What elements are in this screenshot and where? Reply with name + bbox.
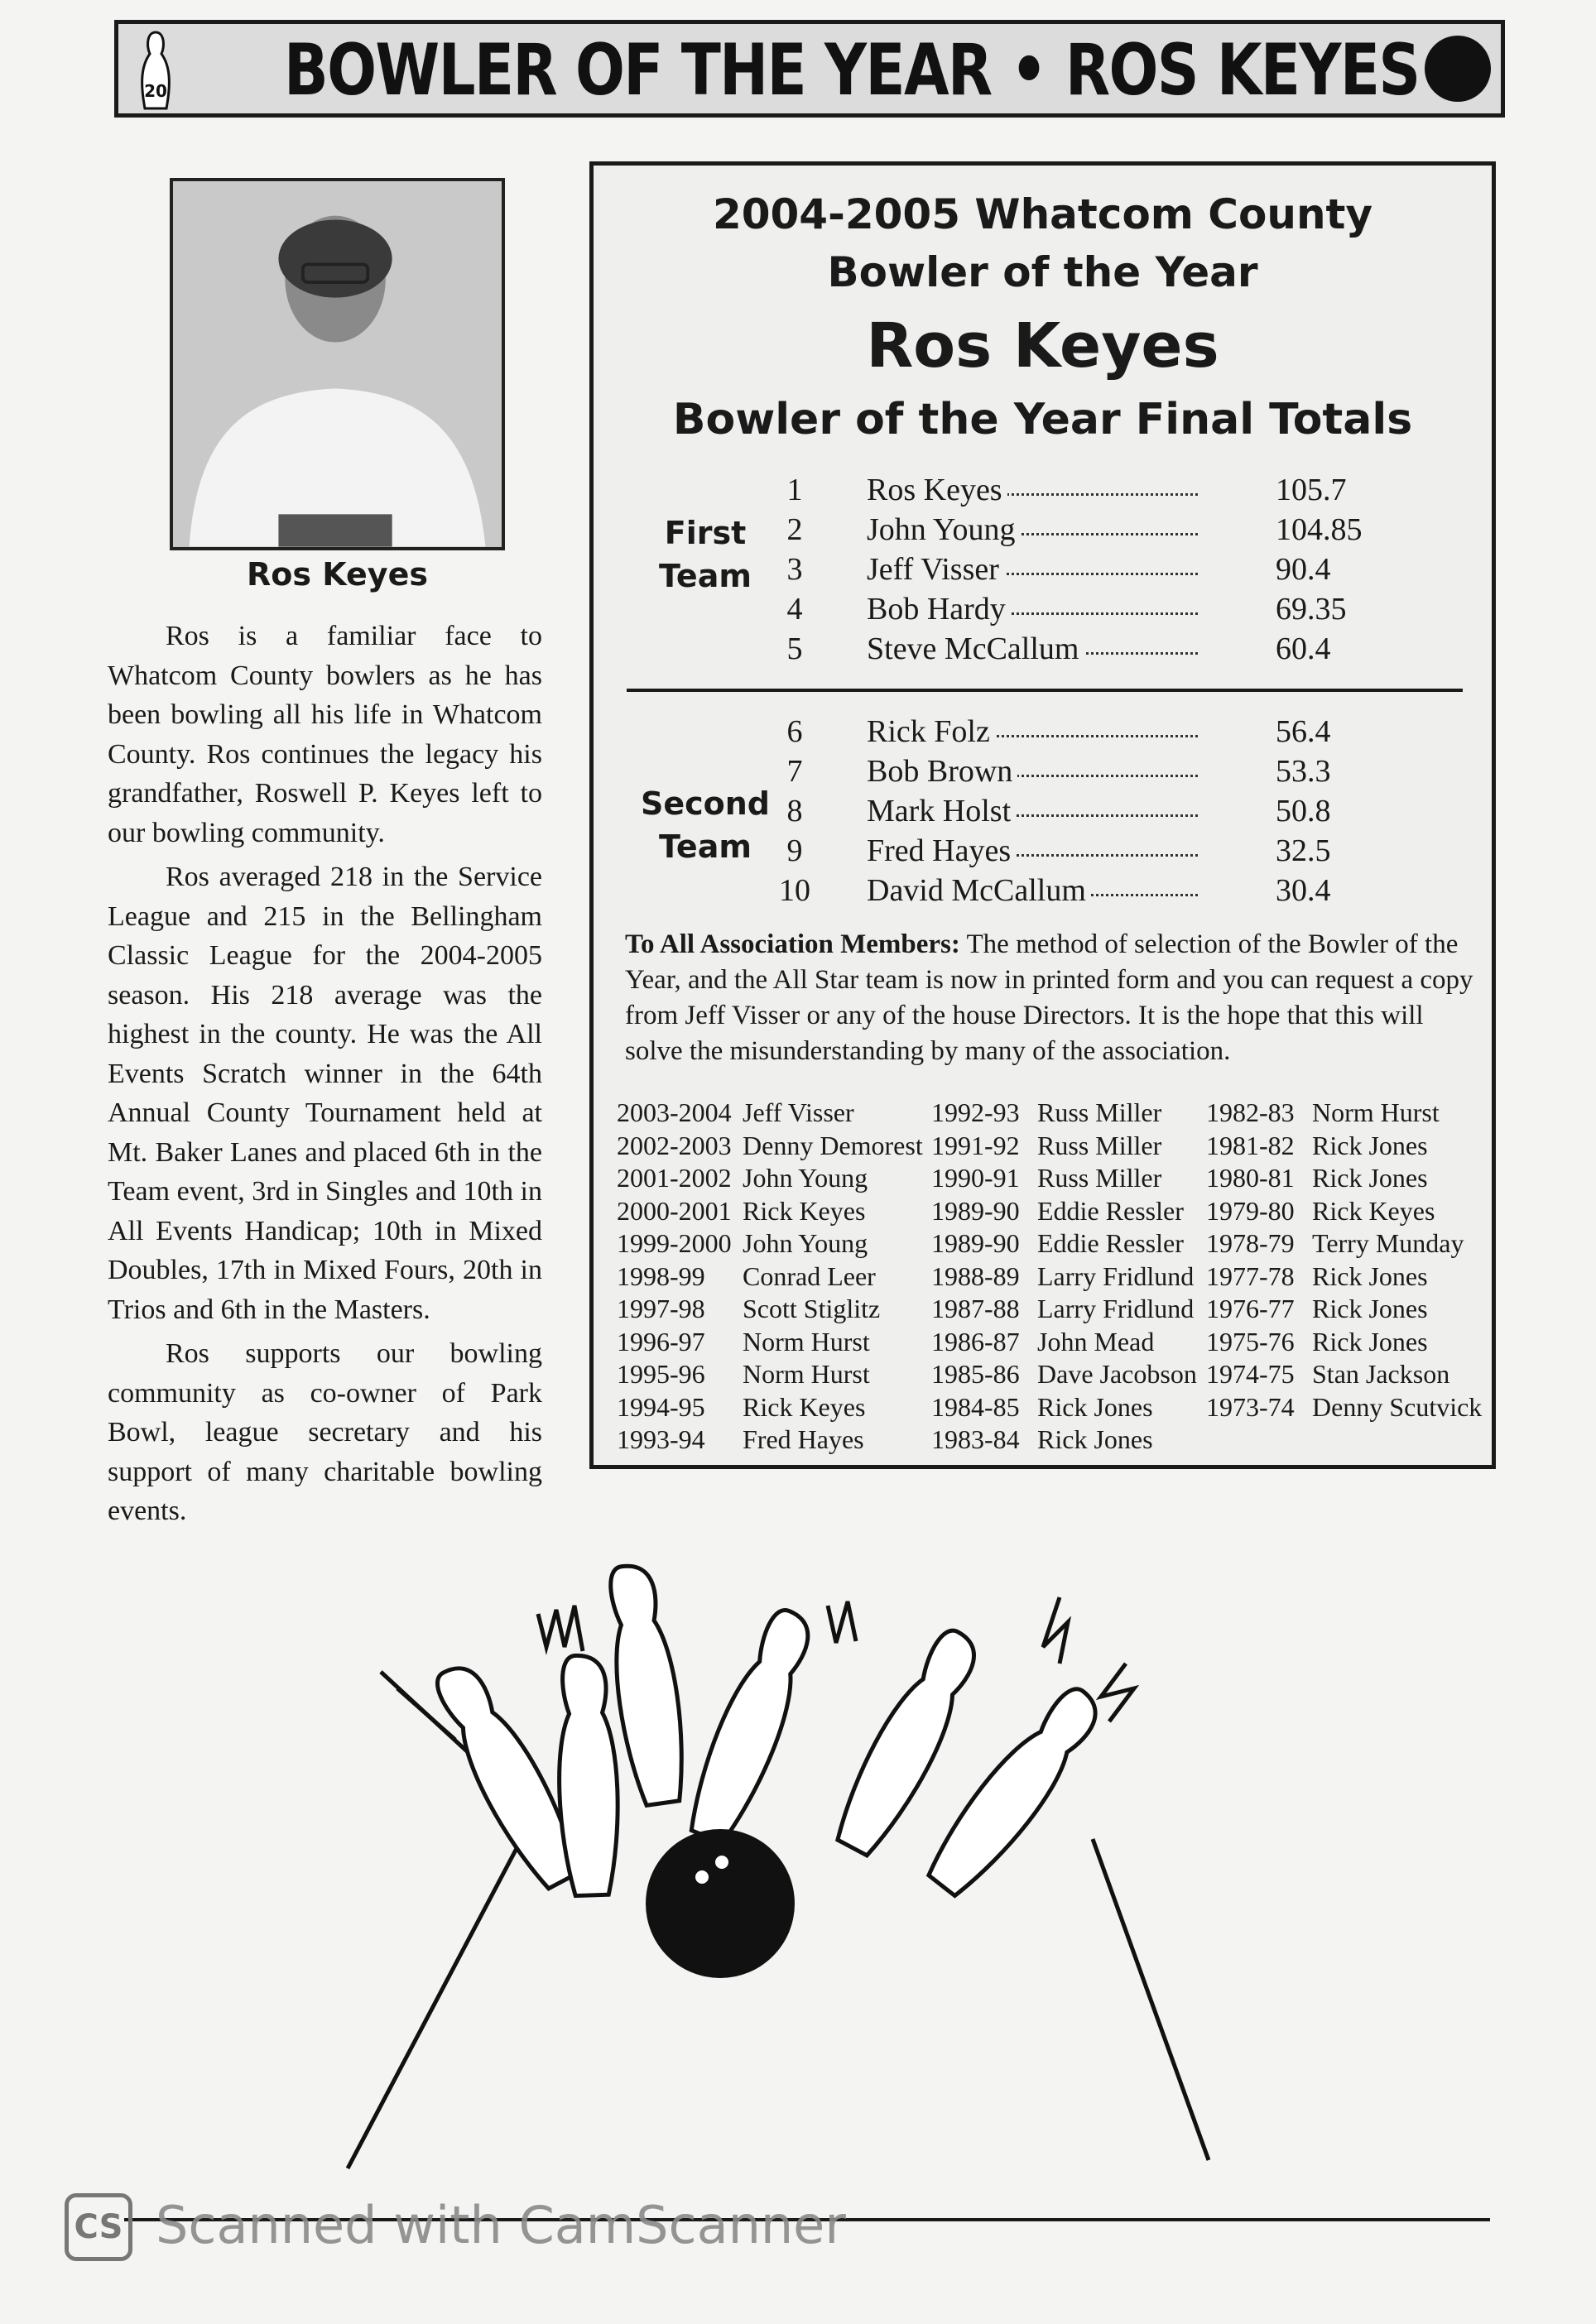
history-row — [1206, 1260, 1482, 1294]
history-winner: Rick Jones — [1312, 1163, 1428, 1193]
history-season: 1988-89 — [931, 1260, 1020, 1291]
ranking-name: Steve McCallum — [867, 631, 1084, 667]
ranking-row — [594, 713, 1492, 753]
ranking-number: 1 — [786, 473, 803, 507]
ranking-name: Bob Hardy — [867, 591, 1011, 627]
ranking-score: 104.85 — [1271, 511, 1363, 548]
history-winner: Norm Hurst — [743, 1326, 870, 1356]
history-season: 1977-78 — [1206, 1260, 1295, 1291]
history-season: 1992-93 — [931, 1097, 1020, 1127]
history-winner: Jeff Visser — [743, 1097, 854, 1127]
ranking-score: 60.4 — [1271, 631, 1331, 667]
history-season: 1986-87 — [931, 1326, 1020, 1356]
ranking-number: 4 — [786, 592, 803, 627]
history-winner: Scott Stiglitz — [743, 1294, 881, 1323]
ranking-number: 10 — [779, 873, 810, 908]
history-winner: Rick Keyes — [1312, 1195, 1435, 1226]
history-row — [1206, 1391, 1482, 1424]
bio-paragraph: Ros averaged 218 in the Service League and 215 in the Bellingham Classic League for the 2004-2005 season. His 218 average was the highest in the county. He was the All Events Scratch winner in the 64th Annual County Tournament held at Mt. Baker Lanes and placed 6th in the Team event, 3rd in Singles and 10th in All Events Handicap; 10th in Mixed Doubles, 17th in Mixed Fours, 20th in Trios and 6th in the Masters. — [108, 862, 542, 1325]
history-row — [1206, 1162, 1482, 1195]
history-season: 1976-77 — [1206, 1294, 1295, 1323]
history-winner: Rick Jones — [1312, 1260, 1428, 1291]
ranking-name: Ros Keyes — [867, 472, 1007, 508]
history-row — [1206, 1130, 1482, 1163]
first-team-label-line2: Team — [659, 558, 752, 594]
ranking-score: 50.8 — [1271, 793, 1331, 829]
history-winner: Rick Keyes — [743, 1195, 866, 1226]
history-row — [931, 1358, 1197, 1391]
history-winner: Larry Fridlund — [1037, 1260, 1195, 1291]
history-row — [1206, 1195, 1482, 1228]
bio-text — [108, 617, 542, 1536]
history-season: 1987-88 — [931, 1294, 1020, 1323]
history-winner: Russ Miller — [1037, 1130, 1162, 1160]
ranking-row — [594, 551, 1492, 591]
history-winner: John Young — [743, 1228, 868, 1258]
history-winner: Russ Miller — [1037, 1163, 1162, 1193]
history-row — [617, 1391, 923, 1424]
portrait-figure — [173, 181, 502, 547]
history-winner: Dave Jacobson — [1037, 1359, 1197, 1389]
history-season: 1999-2000 — [617, 1228, 732, 1258]
history-season: 1973-74 — [1206, 1391, 1295, 1422]
history-winner: Rick Jones — [1312, 1130, 1428, 1160]
history-row — [617, 1293, 923, 1326]
history-row — [931, 1260, 1197, 1294]
history-season: 1989-90 — [931, 1228, 1020, 1258]
ranking-name: Jeff Visser — [867, 551, 1004, 588]
history-row — [931, 1424, 1197, 1457]
history-winner: Larry Fridlund — [1037, 1294, 1195, 1323]
ranking-number: 8 — [786, 794, 803, 828]
association-notice — [625, 927, 1478, 1069]
history-season: 1997-98 — [617, 1294, 705, 1323]
history-winner: Conrad Leer — [743, 1260, 876, 1291]
history-season: 1991-92 — [931, 1130, 1020, 1160]
bowler-photo — [170, 178, 505, 550]
box-heading-award: Bowler of the Year — [827, 248, 1258, 296]
history-winner: Russ Miller — [1037, 1097, 1162, 1127]
ranking-score: 69.35 — [1271, 591, 1347, 627]
history-season: 2003-2004 — [617, 1097, 732, 1127]
history-row — [1206, 1358, 1482, 1391]
history-row — [617, 1326, 923, 1359]
ranking-score: 56.4 — [1271, 713, 1331, 750]
history-column-1 — [617, 1097, 923, 1457]
history-row — [1206, 1326, 1482, 1359]
history-winner: Denny Demorest — [743, 1130, 923, 1160]
history-winner: John Young — [743, 1163, 868, 1193]
scanner-watermark: Scanned with CamScanner — [156, 2195, 846, 2255]
notice-lead: To All Association Members: — [625, 929, 960, 959]
ranking-name: Bob Brown — [867, 753, 1017, 790]
history-row — [931, 1293, 1197, 1326]
history-winner: Rick Jones — [1312, 1326, 1428, 1356]
ranking-name: David McCallum — [867, 872, 1091, 909]
ranking-row — [594, 472, 1492, 511]
history-row — [617, 1195, 923, 1228]
totals-box — [589, 161, 1496, 1469]
photo-caption: Ros Keyes — [247, 556, 428, 593]
notice-body: The method of selection of the Bowler of the Year, and the All Star team is now in printed form and you can request a copy from Jeff Visser or any of the house Directors. It is the hope that this will solve the misunderstanding by many of the association. — [625, 929, 1473, 1066]
history-column-2 — [931, 1097, 1197, 1457]
history-winner: Rick Jones — [1037, 1424, 1153, 1454]
history-season: 1985-86 — [931, 1359, 1020, 1389]
history-season: 1989-90 — [931, 1195, 1020, 1226]
ranking-row — [594, 833, 1492, 872]
history-winner: John Mead — [1037, 1326, 1155, 1356]
ranking-row — [594, 872, 1492, 912]
history-row — [617, 1097, 923, 1130]
ranking-number: 9 — [786, 833, 803, 868]
ranking-row — [594, 511, 1492, 551]
history-season: 1995-96 — [617, 1359, 705, 1389]
ranking-number: 7 — [786, 754, 803, 789]
history-row — [617, 1227, 923, 1260]
history-row — [1206, 1097, 1482, 1130]
history-row — [617, 1260, 923, 1294]
history-season: 1980-81 — [1206, 1163, 1295, 1193]
first-team-label-line1: First — [664, 515, 747, 551]
history-winner: Eddie Ressler — [1037, 1195, 1184, 1226]
history-row — [931, 1195, 1197, 1228]
history-winner: Rick Keyes — [743, 1391, 866, 1422]
history-row — [617, 1162, 923, 1195]
history-season: 2002-2003 — [617, 1130, 732, 1160]
ranking-score: 32.5 — [1271, 833, 1331, 869]
ranking-row — [594, 631, 1492, 670]
history-season: 1996-97 — [617, 1326, 705, 1356]
history-winner: Fred Hayes — [743, 1424, 864, 1454]
history-season: 1978-79 — [1206, 1228, 1295, 1258]
ranking-score: 30.4 — [1271, 872, 1331, 909]
ranking-row — [594, 753, 1492, 793]
history-winner: Eddie Ressler — [1037, 1228, 1184, 1258]
ranking-name: John Young — [867, 511, 1021, 548]
second-team-label-line1: Second — [640, 785, 771, 822]
history-season: 1982-83 — [1206, 1097, 1295, 1127]
history-season: 2000-2001 — [617, 1195, 732, 1226]
bowling-ball-icon — [1425, 36, 1491, 102]
ranking-name: Fred Hayes — [867, 833, 1016, 869]
page-banner — [114, 20, 1505, 118]
history-season: 1975-76 — [1206, 1326, 1295, 1356]
box-heading-season: 2004-2005 Whatcom County — [712, 190, 1373, 238]
history-winner: Denny Scutvick — [1312, 1391, 1483, 1422]
history-row — [931, 1097, 1197, 1130]
history-row — [931, 1391, 1197, 1424]
history-season: 1990-91 — [931, 1163, 1020, 1193]
team-divider — [627, 689, 1463, 692]
history-season: 1981-82 — [1206, 1130, 1295, 1160]
page-number: 20 — [144, 81, 167, 101]
bowling-pin-icon — [127, 29, 185, 112]
history-season: 1983-84 — [931, 1424, 1020, 1454]
history-row — [1206, 1293, 1482, 1326]
history-season: 1974-75 — [1206, 1359, 1295, 1389]
banner-title: BOWLER OF THE YEAR • ROS KEYES — [284, 29, 1420, 112]
ranking-score: 90.4 — [1271, 551, 1331, 588]
history-winner: Terry Munday — [1312, 1228, 1464, 1258]
bowling-ball — [646, 1829, 795, 1978]
history-row — [617, 1424, 923, 1457]
history-season: 1994-95 — [617, 1391, 705, 1422]
history-winner: Rick Jones — [1037, 1391, 1153, 1422]
history-season: 2001-2002 — [617, 1163, 732, 1193]
ranking-score: 53.3 — [1271, 753, 1331, 790]
second-team-label-line2: Team — [659, 828, 752, 865]
ranking-number: 2 — [786, 512, 803, 547]
history-winner: Norm Hurst — [743, 1359, 870, 1389]
history-season: 1993-94 — [617, 1424, 705, 1454]
history-row — [931, 1326, 1197, 1359]
history-season: 1984-85 — [931, 1391, 1020, 1422]
ranking-row — [594, 591, 1492, 631]
history-row — [1206, 1227, 1482, 1260]
ranking-row — [594, 793, 1492, 833]
history-row — [931, 1130, 1197, 1163]
ranking-number: 3 — [786, 552, 803, 587]
history-row — [617, 1358, 923, 1391]
ranking-number: 6 — [786, 714, 803, 749]
history-season: 1998-99 — [617, 1260, 705, 1291]
ranking-name: Rick Folz — [867, 713, 995, 750]
ranking-score: 105.7 — [1271, 472, 1347, 508]
history-winner: Norm Hurst — [1312, 1097, 1440, 1127]
box-heading-totals: Bowler of the Year Final Totals — [672, 395, 1413, 444]
history-row — [931, 1227, 1197, 1260]
ranking-number: 5 — [786, 631, 803, 666]
history-season: 1979-80 — [1206, 1195, 1295, 1226]
history-winner: Stan Jackson — [1312, 1359, 1450, 1389]
history-row — [931, 1162, 1197, 1195]
bowling-strike-illustration — [331, 1548, 1283, 2193]
history-column-3 — [1206, 1097, 1482, 1424]
bio-paragraph: Ros supports our bowling community as co-owner of Park Bowl, league secretary and his support of many charitable bowling events. — [108, 1338, 542, 1526]
ranking-name: Mark Holst — [867, 793, 1016, 829]
history-winner: Rick Jones — [1312, 1294, 1428, 1323]
bio-paragraph: Ros is a familiar face to Whatcom County bowlers as he has been bowling all his life in Whatcom County. Ros continues the legacy his grandfather, Roswell P. Keyes left to our bowling community. — [108, 621, 542, 848]
camscanner-logo-icon: CS — [65, 2193, 132, 2261]
box-heading-winner: Ros Keyes — [866, 310, 1219, 382]
history-row — [617, 1130, 923, 1163]
